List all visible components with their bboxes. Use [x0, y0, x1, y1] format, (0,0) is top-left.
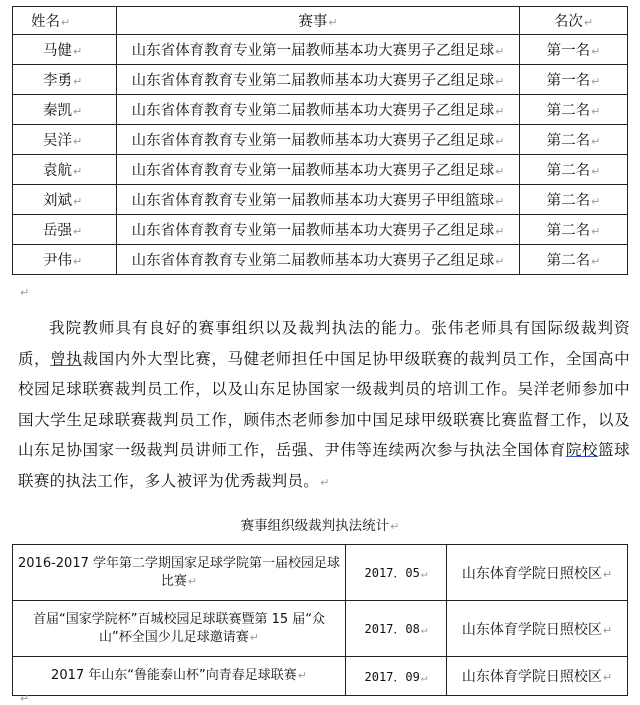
- paragraph-mark: ↵: [73, 135, 83, 148]
- row-event: 山东省体育教育专业第一届教师基本功大赛男子乙组足球: [131, 223, 495, 239]
- paragraph-mark: ↵: [602, 567, 613, 581]
- row-name: 岳强: [43, 223, 72, 239]
- paragraph-mark: ↵: [73, 105, 83, 118]
- paragraph-mark: ↵: [495, 255, 505, 268]
- paragraph-mark: ↵: [495, 45, 505, 58]
- table-row: [13, 657, 628, 696]
- row-event: 山东省体育教育专业第一届教师基本功大赛男子乙组足球: [131, 133, 495, 149]
- paragraph-mark: ↵: [20, 286, 30, 299]
- stats-title: 赛事组织级裁判执法统计↵: [240, 518, 400, 534]
- paragraph-mark: ↵: [73, 165, 83, 178]
- paragraph-mark: ↵: [495, 135, 505, 148]
- competition-name: 2017 年山东“鲁能泰山杯”向青春足球联赛: [51, 668, 297, 683]
- table-row: [13, 245, 628, 275]
- paragraph-mark: ↵: [591, 225, 601, 238]
- header-event: 赛事: [298, 14, 328, 30]
- row-event: 山东省体育教育专业第二届教师基本功大赛男子乙组足球: [131, 253, 495, 269]
- header-name-cell: [13, 7, 117, 35]
- paragraph-mark: ↵: [73, 45, 83, 58]
- paragraph-mark: ↵: [187, 574, 198, 588]
- paragraph-mark: ↵: [495, 225, 505, 238]
- table-row: [13, 95, 628, 125]
- competition-venue: 山东体育学院日照校区: [461, 669, 602, 685]
- row-rank: 第一名: [546, 73, 591, 89]
- row-event: 山东省体育教育专业第二届教师基本功大赛男子乙组足球: [131, 103, 495, 119]
- paragraph-mark: ↵: [591, 45, 601, 58]
- row-event: 山东省体育教育专业第一届教师基本功大赛男子乙组足球: [131, 163, 495, 179]
- paragraph-mark: ↵: [591, 165, 601, 178]
- paragraph-mark: ↵: [420, 623, 428, 636]
- underlined-text: 曾执: [50, 349, 83, 368]
- paragraph-mark: ↵: [495, 105, 505, 118]
- paragraph-mark: ↵: [591, 255, 601, 268]
- row-name: 秦凯: [43, 103, 72, 119]
- paragraph-mark: ↵: [73, 75, 83, 88]
- paragraph-mark: ↵: [249, 630, 259, 644]
- paragraph-mark: ↵: [320, 475, 330, 489]
- paragraph-mark: ↵: [495, 75, 505, 88]
- paragraph-mark: ↵: [420, 670, 428, 684]
- paragraph-mark: ↵: [495, 165, 505, 178]
- paragraph-mark: ↵: [583, 16, 594, 29]
- row-event: 山东省体育教育专业第一届教师基本功大赛男子甲组篮球: [131, 193, 495, 209]
- paragraph-mark: ↵: [297, 669, 307, 682]
- competition-date: 2017．09: [364, 669, 420, 684]
- table-row: [13, 185, 628, 215]
- paragraph-mark: ↵: [495, 195, 505, 208]
- competition-venue: 山东体育学院日照校区: [461, 565, 602, 582]
- paragraph-mark: ↵: [602, 623, 613, 637]
- row-rank: 第二名: [546, 103, 591, 119]
- row-rank: 第二名: [546, 163, 591, 179]
- awards-table: [12, 6, 628, 275]
- row-rank: 第二名: [546, 223, 591, 239]
- row-name: 尹伟: [43, 253, 72, 269]
- row-rank: 第二名: [546, 253, 591, 269]
- table-row: [13, 601, 628, 657]
- header-rank-cell: [520, 7, 628, 35]
- table-row: [13, 125, 628, 155]
- row-event: 山东省体育教育专业第一届教师基本功大赛男子乙组足球: [131, 43, 495, 59]
- table-header-row: [13, 7, 628, 35]
- paragraph-mark: ↵: [591, 135, 601, 148]
- table-row: [13, 155, 628, 185]
- table-row: [13, 65, 628, 95]
- row-name: 吴洋: [43, 133, 72, 149]
- header-name: 姓名: [31, 14, 60, 30]
- row-name: 袁航: [43, 163, 72, 179]
- paragraph-mark: ↵: [328, 16, 338, 29]
- paragraph-mark: ↵: [20, 692, 30, 705]
- row-event: 山东省体育教育专业第二届教师基本功大赛男子乙组足球: [131, 73, 495, 89]
- paragraph-mark: ↵: [591, 75, 601, 88]
- header-rank: 名次: [553, 14, 583, 30]
- paragraph-mark: ↵: [73, 255, 83, 268]
- competition-venue: 山东体育学院日照校区: [461, 621, 602, 638]
- row-name: 马健: [43, 43, 72, 59]
- paragraph-mark: ↵: [420, 567, 428, 580]
- competition-date: 2017．08: [364, 622, 420, 636]
- row-name: 李勇: [43, 73, 72, 89]
- table-row: [13, 545, 628, 601]
- table-row: [13, 35, 628, 65]
- competition-date: 2017．05: [364, 566, 420, 580]
- table-row: [13, 215, 628, 245]
- header-event-cell: [117, 7, 520, 35]
- body-paragraph: 我院教师具有良好的赛事组织以及裁判执法的能力。张伟老师具有国际级裁判资质，曾执裁国内外大型比赛，马健老师担任中国足协甲级联赛的裁判员工作，全国高中校园足球联赛裁判员工作，以及山东足协国家一级裁判员的培训工作。吴洋老师参加中国大学生足球联赛裁判员工作，顾伟杰老师参加中国足球甲级联赛比赛监督工作，以及山东足协国家一级裁判员讲师工作，岳强、尹伟等连续两次参与执法全国体育院校篮球联赛的执法工作，多人被评为优秀裁判员。↵: [18, 319, 631, 490]
- row-rank: 第一名: [546, 43, 591, 59]
- paragraph-mark: ↵: [73, 195, 83, 208]
- paragraph-mark: ↵: [591, 195, 601, 208]
- paragraph-mark: ↵: [390, 520, 400, 533]
- row-name: 刘斌: [43, 193, 72, 209]
- row-rank: 第二名: [546, 193, 591, 209]
- underlined-text: 院校: [565, 441, 599, 459]
- paragraph-mark: ↵: [73, 225, 83, 238]
- competition-name: 2016-2017 学年第二学期国家足球学院第一届校园足球比赛: [18, 555, 340, 589]
- competition-name: 首届“国家学院杯”百城校园足球联赛暨第 15 届“众山”杯全国少儿足球邀请赛: [32, 611, 325, 645]
- paragraph-mark: ↵: [61, 16, 71, 29]
- paragraph-mark: ↵: [602, 671, 613, 684]
- row-rank: 第二名: [546, 133, 591, 149]
- paragraph-mark: ↵: [591, 105, 601, 118]
- stats-table: [12, 544, 628, 696]
